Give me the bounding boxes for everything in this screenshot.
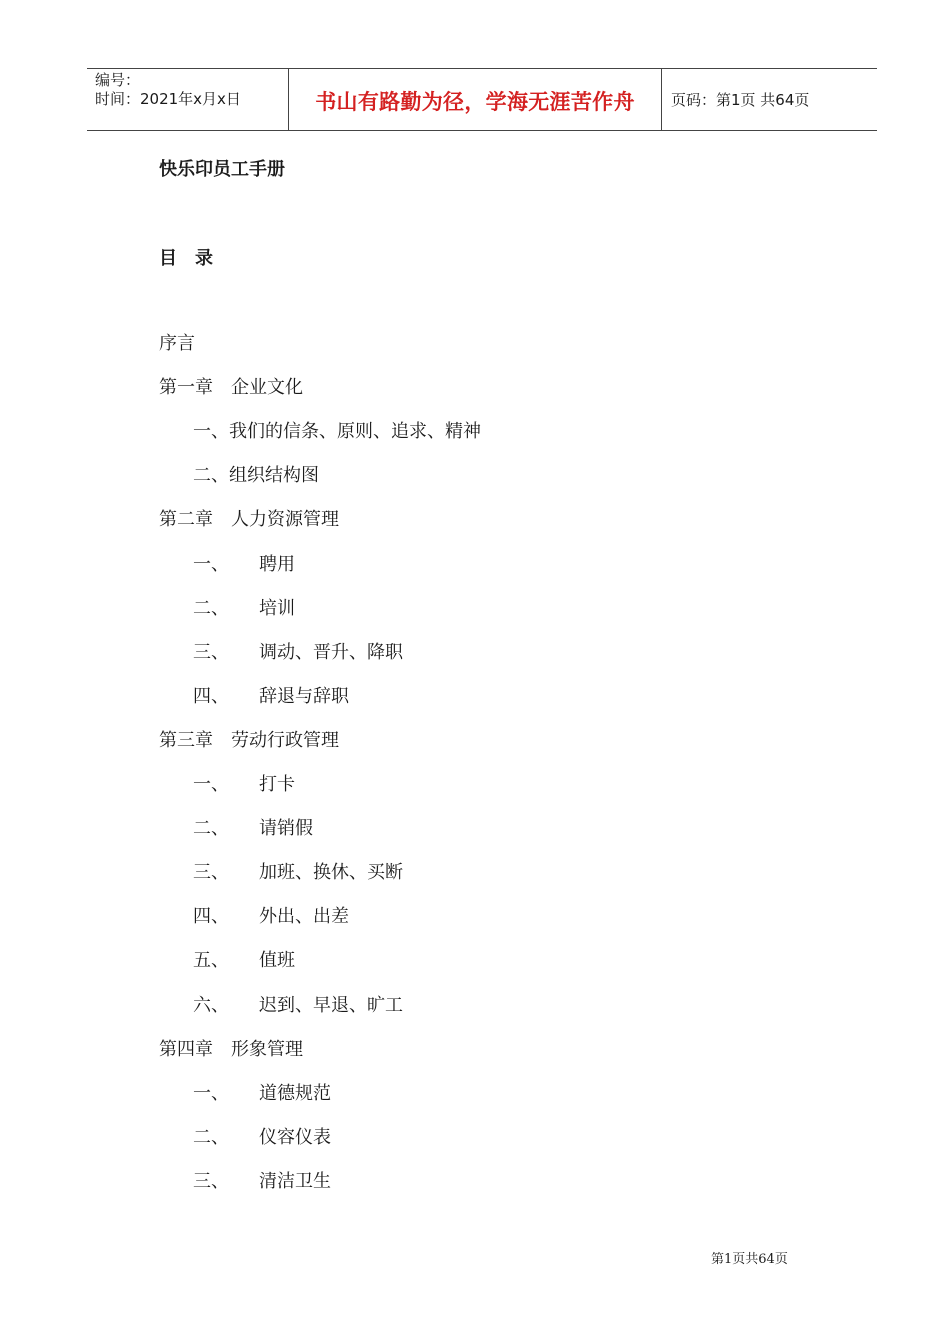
toc-chapter-text: 第一章 企业文化 xyxy=(159,377,303,398)
toc-entry-text: 外出、出差 xyxy=(259,906,349,927)
toc-entry-text: 清洁卫生 xyxy=(259,1171,331,1192)
toc-entry-text: 请销假 xyxy=(259,818,313,839)
page-footer: 第1页共64页 xyxy=(711,1252,788,1267)
toc-entry xyxy=(159,1039,303,1061)
toc-chapter-text: 第四章 形象管理 xyxy=(159,1039,303,1060)
header-motto-cell xyxy=(289,69,662,130)
toc-chapter-text: 序言 xyxy=(159,333,195,354)
header-meta-cell xyxy=(87,69,289,130)
toc-entry-text: 仪容仪表 xyxy=(259,1127,331,1148)
header-page-cell xyxy=(662,69,877,130)
toc-entry-number: 二、 xyxy=(193,1127,229,1148)
toc-entry-number: 四、 xyxy=(193,686,229,707)
header-number-label: 编号： xyxy=(95,71,141,89)
toc-entry-number: 一、 xyxy=(193,774,229,795)
toc-entry xyxy=(193,995,403,1017)
toc-entry xyxy=(193,1083,331,1105)
toc-entry-number: 五、 xyxy=(193,950,229,971)
toc-entry-text: 二、组织结构图 xyxy=(193,465,319,486)
toc-entry xyxy=(159,333,195,355)
header-motto: 书山有路勤为径，学海无涯苦作舟 xyxy=(315,89,635,114)
toc-entry xyxy=(193,818,313,840)
toc-chapter-text: 第二章 人力资源管理 xyxy=(159,509,339,530)
toc-entry xyxy=(193,421,481,443)
toc-entry xyxy=(193,1127,331,1149)
toc-entry-text: 辞退与辞职 xyxy=(259,686,349,707)
toc-entry-text: 调动、晋升、降职 xyxy=(259,642,403,663)
toc-entry xyxy=(193,554,295,576)
toc-entry-number: 四、 xyxy=(193,906,229,927)
toc-entry-text: 一、我们的信条、原则、追求、精神 xyxy=(193,421,481,442)
toc-entry-number: 三、 xyxy=(193,862,229,883)
toc-entry xyxy=(159,730,339,752)
toc-entry xyxy=(193,950,295,972)
toc-entry-number: 三、 xyxy=(193,1171,229,1192)
toc-entry xyxy=(193,465,319,487)
header-date-label: 时间：2021年x月x日 xyxy=(95,90,241,108)
toc-entry xyxy=(193,774,295,796)
toc-entry xyxy=(193,598,295,620)
toc-entry xyxy=(159,377,303,399)
toc-entry-number: 一、 xyxy=(193,1083,229,1104)
toc-entry-text: 迟到、早退、旷工 xyxy=(259,995,403,1016)
toc-entry xyxy=(193,686,349,708)
toc-entry xyxy=(193,642,403,664)
toc-entry-number: 二、 xyxy=(193,818,229,839)
toc-entry-text: 道德规范 xyxy=(259,1083,331,1104)
page-header xyxy=(87,68,877,131)
toc-entry-number: 三、 xyxy=(193,642,229,663)
toc-entry xyxy=(193,1171,331,1193)
toc-chapter-text: 第三章 劳动行政管理 xyxy=(159,730,339,751)
toc-entry xyxy=(159,509,339,531)
toc-entry-text: 值班 xyxy=(259,950,295,971)
toc-entry-number: 二、 xyxy=(193,598,229,619)
toc-entry xyxy=(193,862,403,884)
toc-entry-number: 一、 xyxy=(193,554,229,575)
toc-entry-text: 培训 xyxy=(259,598,295,619)
toc-entry-text: 打卡 xyxy=(259,774,295,795)
toc-entry xyxy=(193,906,349,928)
toc-entry-number: 六、 xyxy=(193,995,229,1016)
toc-heading: 目 录 xyxy=(159,248,213,269)
toc-entry-text: 聘用 xyxy=(259,554,295,575)
document-title: 快乐印员工手册 xyxy=(159,159,285,180)
header-page-label: 页码：第1页 共64页 xyxy=(671,91,810,109)
toc-entry-text: 加班、换休、买断 xyxy=(259,862,403,883)
